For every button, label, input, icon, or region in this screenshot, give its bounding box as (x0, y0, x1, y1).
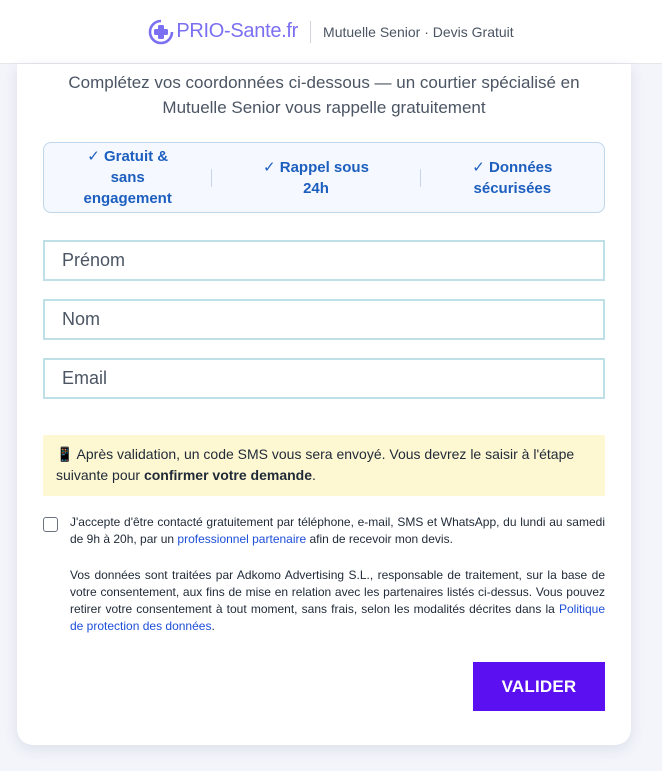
privacy-suffix: . (211, 619, 215, 633)
benefit-free: ✓ Gratuit & sans engagement (83, 148, 172, 207)
sms-info-note (43, 435, 605, 496)
consent-text (70, 514, 605, 548)
privacy-body: Vos données sont traitées par Adkomo Advertising S.L., responsable de traitement, sur la base de votre consentement, aux fins de mise en relation avec les partenaires listés ci-dessus. Vous pouvez retirer votre consentement à tout moment, sans frais, selon les modalités décrites dans la (70, 568, 605, 616)
header-tagline: Mutuelle Senior · Devis Gratuit (323, 23, 514, 40)
lastname-input[interactable] (43, 299, 605, 340)
benefit-callback: ✓ Rappel sous 24h (263, 158, 369, 197)
logo-text: PRIO-Sante.fr (176, 20, 299, 42)
partner-link[interactable]: professionnel partenaire (177, 532, 307, 546)
sms-note-bold: confirmer votre demande (143, 467, 313, 483)
medical-cross-icon (148, 19, 174, 45)
email-input[interactable] (43, 358, 605, 399)
sms-note-text: 📱 Après validation, un code SMS vous sera envoyé. Vous devrez le saisir à l'étape suivante pour (56, 446, 575, 483)
benefits-bar (43, 142, 605, 213)
consent-text-before: J'accepte d'être contacté gratuitement par téléphone, e-mail, SMS et WhatsApp, du lundi au samedi de 9h à 20h, par un (70, 515, 605, 546)
form-card (17, 64, 631, 745)
privacy-policy-link[interactable]: Politique de protection des données (70, 602, 605, 633)
site-logo[interactable] (148, 19, 298, 45)
site-header (0, 0, 662, 64)
firstname-input[interactable] (43, 240, 605, 281)
header-divider (310, 21, 311, 43)
benefit-secure: ✓ Données sécurisées (472, 158, 553, 197)
consent-text-after: afin de recevoir mon devis. (306, 532, 453, 546)
consent-checkbox[interactable] (43, 517, 58, 532)
sms-note-suffix: . (312, 467, 316, 483)
consent-block (43, 514, 605, 635)
privacy-text (70, 567, 605, 635)
submit-button[interactable]: VALIDER (473, 662, 605, 711)
intro-text: Complétez vos coordonnées ci-dessous — un courtier spécialisé en Mutuelle Senior vous rappelle gratuitement (68, 73, 580, 117)
